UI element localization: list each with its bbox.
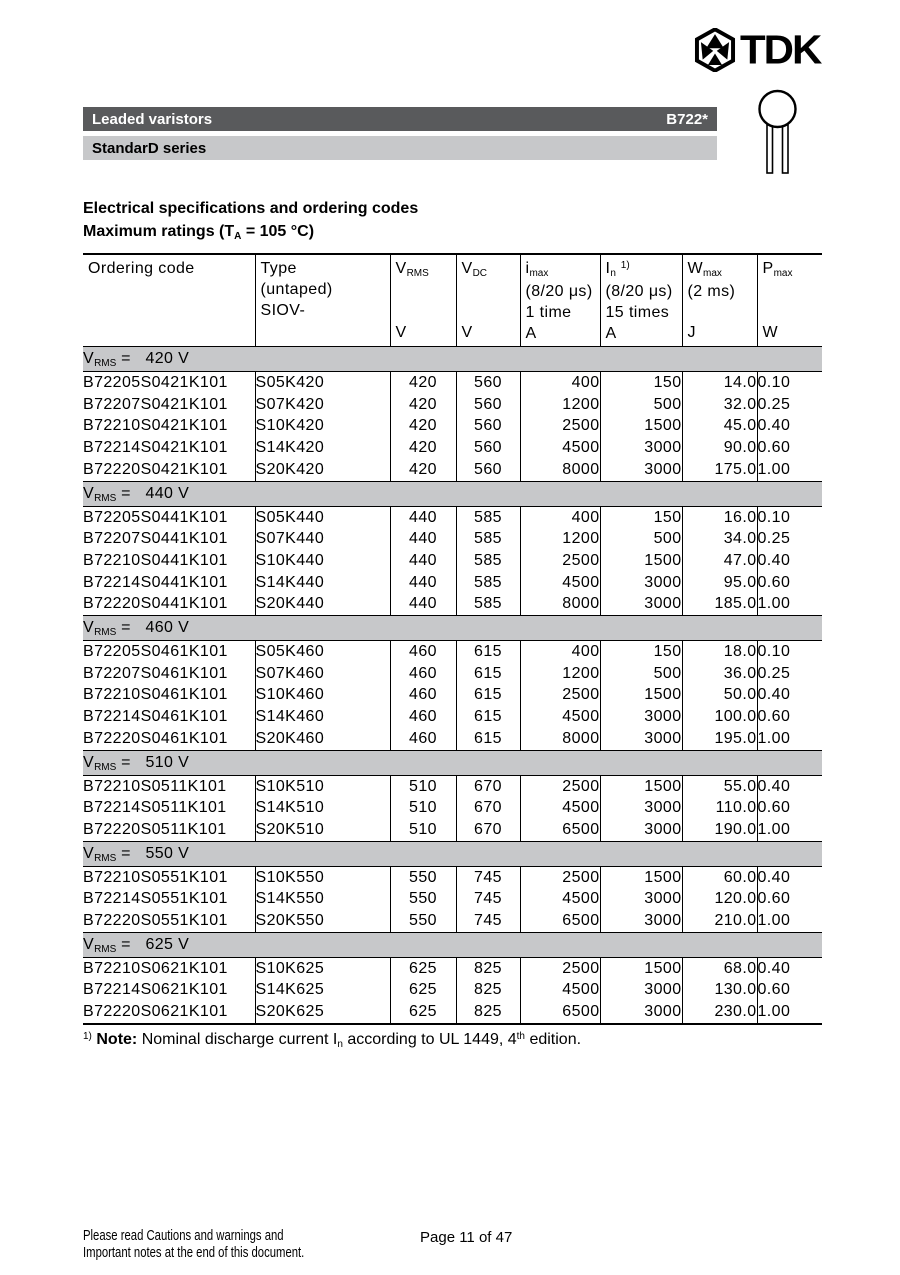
type-cell: S20K460 [255, 728, 390, 750]
vdc-cell: 560 [456, 437, 520, 459]
ordering-code-cell: B72210S0461K101 [83, 686, 228, 704]
imax-cell: 400 [520, 372, 600, 394]
type-cell: S05K440 [255, 506, 390, 528]
imax-cell: 400 [520, 506, 600, 528]
vrms-cell: 510 [390, 819, 456, 841]
imax-cell: 4500 [520, 706, 600, 728]
wmax-cell: 60.0 [682, 866, 757, 888]
vdc-cell: 560 [456, 415, 520, 437]
product-title-bar [83, 107, 717, 131]
section-band-row [83, 841, 822, 866]
ordering-code-cell: B72220S0421K101 [83, 460, 228, 478]
spec-row [83, 910, 822, 932]
section-band-label: $V_{RMS} = 460$ V [83, 616, 822, 641]
pmax-cell: 0.25 [757, 663, 822, 685]
in-cell: 3000 [600, 593, 682, 615]
ordering-code-cell: B72205S0441K101 [83, 508, 228, 526]
spec-row [83, 550, 822, 572]
vrms-cell: 550 [390, 866, 456, 888]
col-header-imax: $i_{max}$ (8/20 μs) 1 time A [520, 254, 600, 347]
in-cell: 3000 [600, 1001, 682, 1024]
spec-row [83, 372, 822, 394]
spec-row [83, 797, 822, 819]
imax-cell: 6500 [520, 1001, 600, 1024]
imax-cell: 6500 [520, 819, 600, 841]
ordering-code-cell: B72220S0441K101 [83, 595, 228, 613]
ordering-code-cell: B72210S0511K101 [83, 777, 227, 795]
type-cell: S10K440 [255, 550, 390, 572]
vdc-cell: 585 [456, 506, 520, 528]
vrms-cell: 420 [390, 394, 456, 416]
vdc-cell: 560 [456, 372, 520, 394]
imax-cell: 2500 [520, 775, 600, 797]
section-band-label: $V_{RMS} = 550$ V [83, 841, 822, 866]
ordering-code-cell: B72205S0461K101 [83, 643, 228, 661]
vrms-cell: 550 [390, 910, 456, 932]
wmax-cell: 195.0 [682, 728, 757, 750]
type-cell: S05K460 [255, 641, 390, 663]
footnote: $^{1)}$ Note: Nominal discharge current $I_n$ according to UL 1449, 4th edition. [83, 1031, 582, 1050]
in-cell: 3000 [600, 819, 682, 841]
in-cell: 1500 [600, 775, 682, 797]
imax-cell: 4500 [520, 572, 600, 594]
section-band-label: $V_{RMS} = 420$ V [83, 347, 822, 372]
vdc-cell: 670 [456, 775, 520, 797]
pmax-cell: 1.00 [757, 819, 822, 841]
vdc-cell: 560 [456, 459, 520, 481]
in-cell: 1500 [600, 866, 682, 888]
section-band-row [83, 347, 822, 372]
type-cell: S20K625 [255, 1001, 390, 1024]
imax-cell: 8000 [520, 593, 600, 615]
section-band-row [83, 481, 822, 506]
ordering-code-cell: B72210S0441K101 [83, 551, 228, 569]
spec-row [83, 572, 822, 594]
ordering-code-cell: B72214S0421K101 [83, 439, 228, 457]
type-cell: S07K420 [255, 394, 390, 416]
spec-row [83, 415, 822, 437]
type-cell: S10K625 [255, 957, 390, 979]
type-cell: S20K550 [255, 910, 390, 932]
wmax-cell: 34.0 [682, 528, 757, 550]
pmax-cell: 0.60 [757, 797, 822, 819]
pmax-cell: 1.00 [757, 593, 822, 615]
pmax-cell: 0.40 [757, 684, 822, 706]
spec-row [83, 706, 822, 728]
vrms-cell: 460 [390, 684, 456, 706]
vrms-cell: 420 [390, 437, 456, 459]
imax-cell: 2500 [520, 684, 600, 706]
vrms-cell: 550 [390, 888, 456, 910]
type-cell: S14K440 [255, 572, 390, 594]
vrms-cell: 625 [390, 1001, 456, 1024]
pmax-cell: 0.25 [757, 528, 822, 550]
ordering-code-cell: B72207S0441K101 [83, 530, 228, 548]
pmax-cell: 0.40 [757, 957, 822, 979]
pmax-cell: 0.10 [757, 506, 822, 528]
spec-row [83, 641, 822, 663]
vdc-cell: 670 [456, 797, 520, 819]
pmax-cell: 0.40 [757, 550, 822, 572]
section-band-label: $V_{RMS} = 625$ V [83, 932, 822, 957]
pmax-cell: 0.60 [757, 888, 822, 910]
ordering-code-cell: B72214S0461K101 [83, 708, 228, 726]
in-cell: 3000 [600, 888, 682, 910]
vdc-cell: 615 [456, 706, 520, 728]
wmax-cell: 16.0 [682, 506, 757, 528]
spec-row [83, 1001, 822, 1024]
pmax-cell: 1.00 [757, 1001, 822, 1024]
imax-cell: 2500 [520, 550, 600, 572]
vrms-cell: 440 [390, 550, 456, 572]
imax-cell: 400 [520, 641, 600, 663]
type-cell: S14K550 [255, 888, 390, 910]
wmax-cell: 32.0 [682, 394, 757, 416]
section-band-label: $V_{RMS} = 510$ V [83, 750, 822, 775]
section-band-label: $V_{RMS} = 440$ V [83, 481, 822, 506]
page-heading: Electrical specifications and ordering codes [83, 200, 419, 217]
wmax-cell: 130.0 [682, 979, 757, 1001]
ordering-code-cell: B72220S0621K101 [83, 1003, 228, 1021]
wmax-cell: 90.0 [682, 437, 757, 459]
col-header-vdc: $V_{DC}$ V [456, 254, 520, 347]
wmax-cell: 95.0 [682, 572, 757, 594]
max-ratings-heading: Maximum ratings ($T_A = 105$ °C) [83, 223, 315, 242]
section-band-row [83, 932, 822, 957]
wmax-cell: 47.0 [682, 550, 757, 572]
ordering-code-cell: B72214S0551K101 [83, 890, 228, 908]
series-bar [83, 136, 717, 160]
vrms-cell: 420 [390, 459, 456, 481]
in-cell: 3000 [600, 706, 682, 728]
in-cell: 150 [600, 506, 682, 528]
spec-row [83, 528, 822, 550]
type-cell: S20K440 [255, 593, 390, 615]
type-cell: S10K420 [255, 415, 390, 437]
section-band-row [83, 750, 822, 775]
type-cell: S10K510 [255, 775, 390, 797]
col-header-vrms: $V_{RMS}$ V [390, 254, 456, 347]
series-title: StandarD series [92, 139, 207, 157]
ordering-code-cell: B72214S0441K101 [83, 573, 228, 591]
wmax-cell: 36.0 [682, 663, 757, 685]
vrms-cell: 440 [390, 572, 456, 594]
in-cell: 3000 [600, 572, 682, 594]
spec-row [83, 394, 822, 416]
type-cell: S20K510 [255, 819, 390, 841]
type-cell: S14K625 [255, 979, 390, 1001]
pmax-cell: 0.60 [757, 706, 822, 728]
pmax-cell: 1.00 [757, 459, 822, 481]
vdc-cell: 585 [456, 593, 520, 615]
pmax-cell: 0.25 [757, 394, 822, 416]
product-code: B722* [666, 110, 708, 128]
ordering-code-cell: B72214S0511K101 [83, 799, 227, 817]
spec-row [83, 663, 822, 685]
spec-row [83, 979, 822, 1001]
pmax-cell: 0.40 [757, 775, 822, 797]
table-header-row [83, 254, 822, 347]
col-header-pmax: $P_{max}$ W [757, 254, 822, 347]
vrms-cell: 440 [390, 593, 456, 615]
vdc-cell: 670 [456, 819, 520, 841]
vrms-cell: 420 [390, 415, 456, 437]
vdc-cell: 585 [456, 528, 520, 550]
wmax-cell: 120.0 [682, 888, 757, 910]
section-band-row [83, 616, 822, 641]
vrms-cell: 460 [390, 706, 456, 728]
page-number: Page 11 of 47 [420, 1229, 513, 1246]
footer-caution-text: Please read Cautions and warnings and Important notes at the end of this document. [83, 1228, 305, 1261]
spec-row [83, 866, 822, 888]
pmax-cell: 1.00 [757, 910, 822, 932]
spec-row [83, 957, 822, 979]
pmax-cell: 0.40 [757, 866, 822, 888]
in-cell: 500 [600, 394, 682, 416]
vrms-cell: 460 [390, 728, 456, 750]
vrms-cell: 460 [390, 663, 456, 685]
in-cell: 150 [600, 641, 682, 663]
imax-cell: 1200 [520, 528, 600, 550]
imax-cell: 8000 [520, 459, 600, 481]
vdc-cell: 615 [456, 663, 520, 685]
pmax-cell: 0.40 [757, 415, 822, 437]
imax-cell: 1200 [520, 663, 600, 685]
vrms-cell: 440 [390, 528, 456, 550]
type-cell: S10K460 [255, 684, 390, 706]
pmax-cell: 0.60 [757, 437, 822, 459]
in-cell: 1500 [600, 550, 682, 572]
wmax-cell: 18.0 [682, 641, 757, 663]
in-cell: 150 [600, 372, 682, 394]
type-cell: S14K460 [255, 706, 390, 728]
ordering-code-cell: B72210S0621K101 [83, 959, 228, 977]
type-cell: S05K420 [255, 372, 390, 394]
ordering-code-cell: B72207S0461K101 [83, 664, 228, 682]
spec-row [83, 459, 822, 481]
wmax-cell: 190.0 [682, 819, 757, 841]
spec-table-body [83, 347, 822, 1024]
imax-cell: 4500 [520, 979, 600, 1001]
vdc-cell: 585 [456, 550, 520, 572]
tdk-hexagon-mark-icon [693, 28, 737, 72]
wmax-cell: 100.0 [682, 706, 757, 728]
col-header-wmax: $W_{max}$ (2 ms) J [682, 254, 757, 347]
vdc-cell: 615 [456, 641, 520, 663]
tdk-wordmark: TDK [740, 26, 821, 73]
in-cell: 3000 [600, 979, 682, 1001]
spec-row [83, 819, 822, 841]
in-cell: 500 [600, 663, 682, 685]
ordering-code-cell: B72210S0421K101 [83, 417, 228, 435]
tdk-logo [693, 27, 838, 73]
type-cell: S07K460 [255, 663, 390, 685]
type-cell: S07K440 [255, 528, 390, 550]
imax-cell: 2500 [520, 866, 600, 888]
spec-row [83, 888, 822, 910]
wmax-cell: 210.0 [682, 910, 757, 932]
imax-cell: 8000 [520, 728, 600, 750]
vrms-cell: 625 [390, 957, 456, 979]
imax-cell: 4500 [520, 797, 600, 819]
in-cell: 3000 [600, 437, 682, 459]
ordering-code-cell: B72220S0551K101 [83, 912, 228, 930]
col-header-type: Type (untaped) SIOV- [255, 254, 390, 347]
vdc-cell: 745 [456, 866, 520, 888]
type-cell: S10K550 [255, 866, 390, 888]
vrms-cell: 420 [390, 372, 456, 394]
vdc-cell: 560 [456, 394, 520, 416]
vdc-cell: 615 [456, 684, 520, 706]
vrms-cell: 510 [390, 775, 456, 797]
imax-cell: 2500 [520, 415, 600, 437]
vdc-cell: 825 [456, 957, 520, 979]
imax-cell: 2500 [520, 957, 600, 979]
wmax-cell: 230.0 [682, 1001, 757, 1024]
in-cell: 3000 [600, 797, 682, 819]
vrms-cell: 510 [390, 797, 456, 819]
wmax-cell: 55.0 [682, 775, 757, 797]
spec-row [83, 437, 822, 459]
imax-cell: 4500 [520, 888, 600, 910]
ordering-code-cell: B72220S0511K101 [83, 820, 227, 838]
in-cell: 3000 [600, 910, 682, 932]
spec-row [83, 506, 822, 528]
type-cell: S20K420 [255, 459, 390, 481]
imax-cell: 4500 [520, 437, 600, 459]
wmax-cell: 185.0 [682, 593, 757, 615]
wmax-cell: 110.0 [682, 797, 757, 819]
wmax-cell: 68.0 [682, 957, 757, 979]
spec-table [83, 253, 822, 1025]
ordering-code-cell: B72214S0621K101 [83, 981, 228, 999]
ordering-code-cell: B72210S0551K101 [83, 868, 228, 886]
in-cell: 1500 [600, 957, 682, 979]
type-cell: S14K420 [255, 437, 390, 459]
vrms-cell: 440 [390, 506, 456, 528]
in-cell: 3000 [600, 728, 682, 750]
vdc-cell: 825 [456, 979, 520, 1001]
vdc-cell: 745 [456, 888, 520, 910]
spec-row [83, 775, 822, 797]
col-header-in: $I_n$ $^{1)}$ (8/20 μs) 15 times A [600, 254, 682, 347]
in-cell: 500 [600, 528, 682, 550]
in-cell: 3000 [600, 459, 682, 481]
vdc-cell: 825 [456, 1001, 520, 1024]
type-cell: S14K510 [255, 797, 390, 819]
spec-row [83, 684, 822, 706]
product-title: Leaded varistors [92, 110, 213, 128]
wmax-cell: 175.0 [682, 459, 757, 481]
pmax-cell: 0.60 [757, 979, 822, 1001]
ordering-code-cell: B72205S0421K101 [83, 374, 228, 391]
imax-cell: 1200 [520, 394, 600, 416]
col-header-ordering-code: Ordering code [88, 260, 195, 277]
pmax-cell: 0.10 [757, 372, 822, 394]
in-cell: 1500 [600, 415, 682, 437]
spec-row [83, 593, 822, 615]
spec-row [83, 728, 822, 750]
wmax-cell: 50.0 [682, 684, 757, 706]
vdc-cell: 585 [456, 572, 520, 594]
in-cell: 1500 [600, 684, 682, 706]
vrms-cell: 625 [390, 979, 456, 1001]
pmax-cell: 0.10 [757, 641, 822, 663]
varistor-icon [748, 85, 808, 180]
wmax-cell: 14.0 [682, 372, 757, 394]
vrms-cell: 460 [390, 641, 456, 663]
vdc-cell: 745 [456, 910, 520, 932]
pmax-cell: 0.60 [757, 572, 822, 594]
wmax-cell: 45.0 [682, 415, 757, 437]
ordering-code-cell: B72220S0461K101 [83, 729, 228, 747]
pmax-cell: 1.00 [757, 728, 822, 750]
imax-cell: 6500 [520, 910, 600, 932]
ordering-code-cell: B72207S0421K101 [83, 395, 228, 413]
vdc-cell: 615 [456, 728, 520, 750]
